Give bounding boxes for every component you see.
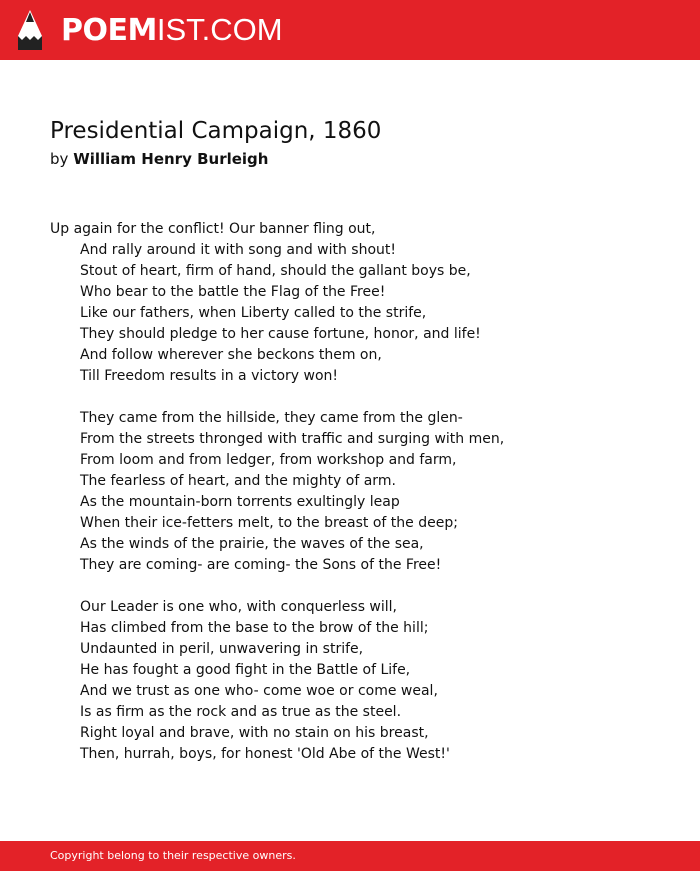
site-logo-link[interactable] bbox=[61, 12, 283, 48]
brand-bold: POEM bbox=[61, 13, 157, 48]
stanza-gap bbox=[50, 576, 670, 597]
poem-line: Undaunted in peril, unwavering in strife, bbox=[80, 641, 364, 657]
poem-line: They are coming- are coming- the Sons of the Free! bbox=[80, 557, 442, 573]
poem-line: Is as firm as the rock and as true as the steel. bbox=[80, 704, 402, 720]
poem-line: And follow wherever she beckons them on, bbox=[80, 347, 382, 363]
poem-line: The fearless of heart, and the mighty of arm. bbox=[80, 473, 396, 489]
poem-line: As the mountain-born torrents exultingly leap bbox=[80, 494, 400, 510]
by-label: by bbox=[50, 150, 69, 168]
poem-line: And we trust as one who- come woe or come weal, bbox=[80, 683, 438, 699]
poem-byline bbox=[50, 148, 268, 170]
author-name: William Henry Burleigh bbox=[73, 150, 269, 168]
poem-line: From loom and from ledger, from workshop and farm, bbox=[80, 452, 457, 468]
poem-line: Has climbed from the base to the brow of the hill; bbox=[80, 620, 429, 636]
poem-line: He has fought a good fight in the Battle of Life, bbox=[80, 662, 411, 678]
stanza-gap bbox=[50, 387, 670, 408]
site-header bbox=[0, 0, 700, 60]
pencil-tip-icon[interactable] bbox=[18, 10, 42, 50]
poem-line: Till Freedom results in a victory won! bbox=[80, 368, 339, 384]
poem-line: Right loyal and brave, with no stain on his breast, bbox=[80, 725, 429, 741]
poem-line: Stout of heart, firm of hand, should the gallant boys be, bbox=[80, 263, 471, 279]
poem-line: And rally around it with song and with shout! bbox=[80, 242, 397, 258]
poem-line: Then, hurrah, boys, for honest 'Old Abe of the West!' bbox=[80, 746, 450, 762]
poem-line: They came from the hillside, they came from the glen- bbox=[80, 410, 463, 426]
poem-line: Up again for the conflict! Our banner fling out, bbox=[50, 221, 376, 237]
poem-line: Like our fathers, when Liberty called to the strife, bbox=[80, 305, 427, 321]
brand-light: IST.COM bbox=[156, 12, 283, 47]
poem-line: When their ice-fetters melt, to the breast of the deep; bbox=[80, 515, 458, 531]
poem-title: Presidential Campaign, 1860 bbox=[50, 118, 382, 144]
poem-line: From the streets thronged with traffic and surging with men, bbox=[80, 431, 505, 447]
poem-line: They should pledge to her cause fortune, honor, and life! bbox=[80, 326, 481, 342]
site-footer bbox=[0, 841, 700, 871]
poem-body bbox=[50, 219, 670, 765]
poem-line: Who bear to the battle the Flag of the Free! bbox=[80, 284, 386, 300]
poem-line: Our Leader is one who, with conquerless will, bbox=[80, 599, 398, 615]
poem-line: As the winds of the prairie, the waves of the sea, bbox=[80, 536, 424, 552]
copyright-notice: Copyright belong to their respective owners. bbox=[50, 849, 296, 862]
